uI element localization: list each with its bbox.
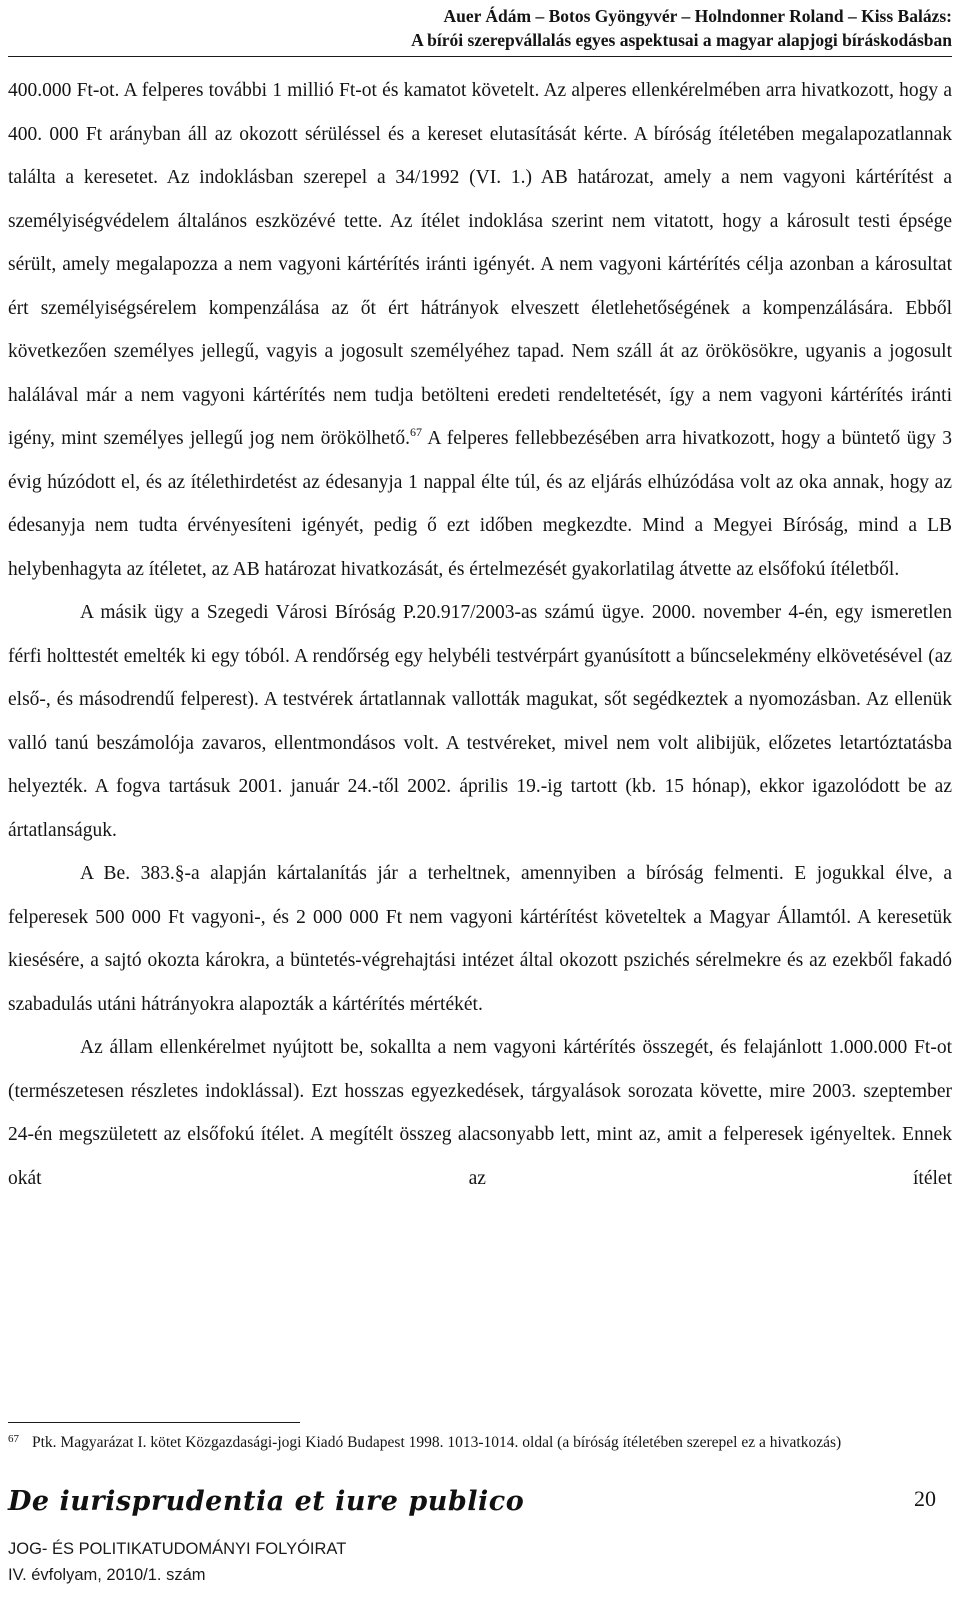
footnote-reference[interactable]: 67 (410, 425, 423, 439)
paragraph-3: A Be. 383.§-a alapján kártalanítás jár a terheltnek, amennyiben a bíróság felmenti. E jogukkal élve, a felperesek 500 000 Ft vagyoni-, és 2 000 000 Ft nem vagyoni kártérítést követeltek a Magyar Államtól. A keresetük kiesésére, a sajtó okozta károkra, a büntetés-végrehajtási intézet által okozott pszichés sérelmekre és az ezekből fakadó szabadulás utáni hátrányokra alapozták a kártérítés mértékét. (8, 863, 952, 1015)
journal-title: De iurisprudentia et iure publico (8, 1486, 525, 1517)
paragraph-1-text: 400.000 Ft-ot. A felperes további 1 millió Ft-ot és kamatot követelt. Az alperes ellenkérelmében arra hivatkozott, hogy a 400. 000 Ft arányban áll az okozott sérüléssel és a kereset elutasítását kérte. A bíróság ítéletében megalapozatlannak találta a keresetet. Az indoklásban szerepel a 34/1992 (VI. 1.) AB határozat, amely a nem vagyoni kártérítést a személyiségvédelem általános eszközévé tette. Az ítélet indoklása szerint nem vitatott, hogy a károsult testi épsége sérült, amely megalapozza a nem vagyoni kártérítés iránti igényét. A nem vagyoni kártérítés célja azonban a károsultat ért személyiségsérelem kompenzálása az őt ért hátrányok elveszett életlehetőségének a kompenzálására. Ebből következően személyes jellegű, vagyis a jogosult személyéhez tapad. Nem száll át az örökösökre, ugyanis a jogosult halálával már a nem vagyoni kártérítés nem tudja betölteni eredeti rendeltetését, így a nem vagyoni kártérítés iránti igény, mint személyes jellegű jog nem örökölhető. (8, 80, 952, 449)
paragraph-2: A másik ügy a Szegedi Városi Bíróság P.20.917/2003-as számú ügye. 2000. november 4-én, egy ismeretlen férfi holttestét emelték ki egy tóból. A rendőrség egy helybéli testvérpárt gyanúsított a bűncselekmény elkövetésével (az első-, és másodrendű felperest). A testvérek ártatlannak vallották magukat, sőt segédkeztek a nyomozásban. Az ellenük valló tanú beszámolója zavaros, ellentmondásos volt. A testvéreket, mivel nem volt alibijük, előzetes letartóztatásba helyezték. A fogva tartásuk 2001. január 24.-től 2002. április 19.-ig tartott (kb. 15 hónap), ekkor igazolódott be az ártatlanságuk. (8, 602, 952, 841)
running-header (12, 4, 952, 52)
footnote (8, 1432, 952, 1454)
journal-subtitle: JOG- ÉS POLITIKATUDOMÁNYI FOLYÓIRAT (8, 1540, 347, 1558)
footnote-rule (8, 1422, 300, 1423)
page-number: 20 (914, 1486, 936, 1511)
header-authors: Auer Ádám – Botos Gyöngyvér – Holndonner Roland – Kiss Balázs: (443, 6, 952, 26)
footnote-number: 67 (8, 1433, 19, 1445)
header-rule (8, 56, 952, 57)
footnote-text: Ptk. Magyarázat I. kötet Közgazdasági-jogi Kiadó Budapest 1998. 1013-1014. oldal (a bíróság ítéletében szerepel ez a hivatkozás) (32, 1434, 842, 1451)
journal-footer (8, 1536, 346, 1588)
paragraph-1 (8, 69, 952, 591)
paragraph-4: Az állam ellenkérelmet nyújtott be, sokallta a nem vagyoni kártérítés összegét, és felajánlott 1.000.000 Ft-ot (természetesen részletes indoklással). Ezt hosszas egyezkedések, tárgyalások sorozata követte, mire 2003. szeptember 24-én megszületett az elsőfokú ítélet. A megítélt összeg alacsonyabb lett, mint az, amit a felperesek igényeltek. Ennek okát az ítélet (8, 1037, 952, 1189)
paragraph-1-tail: A felperes fellebbezésében arra hivatkozott, hogy a büntető ügy 3 évig húzódott el, és az ítélethirdetést az édesanyja 1 nappal élte túl, és az eljárás elhúzódása volt az oka annak, hogy az édesanyja nem tudta érvényesíteni igényét, pedig ő ezt időben megkezdte. Mind a Megyei Bíróság, mind a LB helybenhagyta az ítéletet, az AB határozat hivatkozását, és értelmezését gyakorlatilag átvette az elsőfokú ítéletből. (8, 428, 952, 580)
journal-volume: IV. évfolyam, 2010/1. szám (8, 1566, 206, 1584)
body-text (8, 69, 952, 1200)
header-article-title: A bírói szerepvállalás egyes aspektusai a magyar alapjogi bíráskodásban (411, 30, 952, 50)
